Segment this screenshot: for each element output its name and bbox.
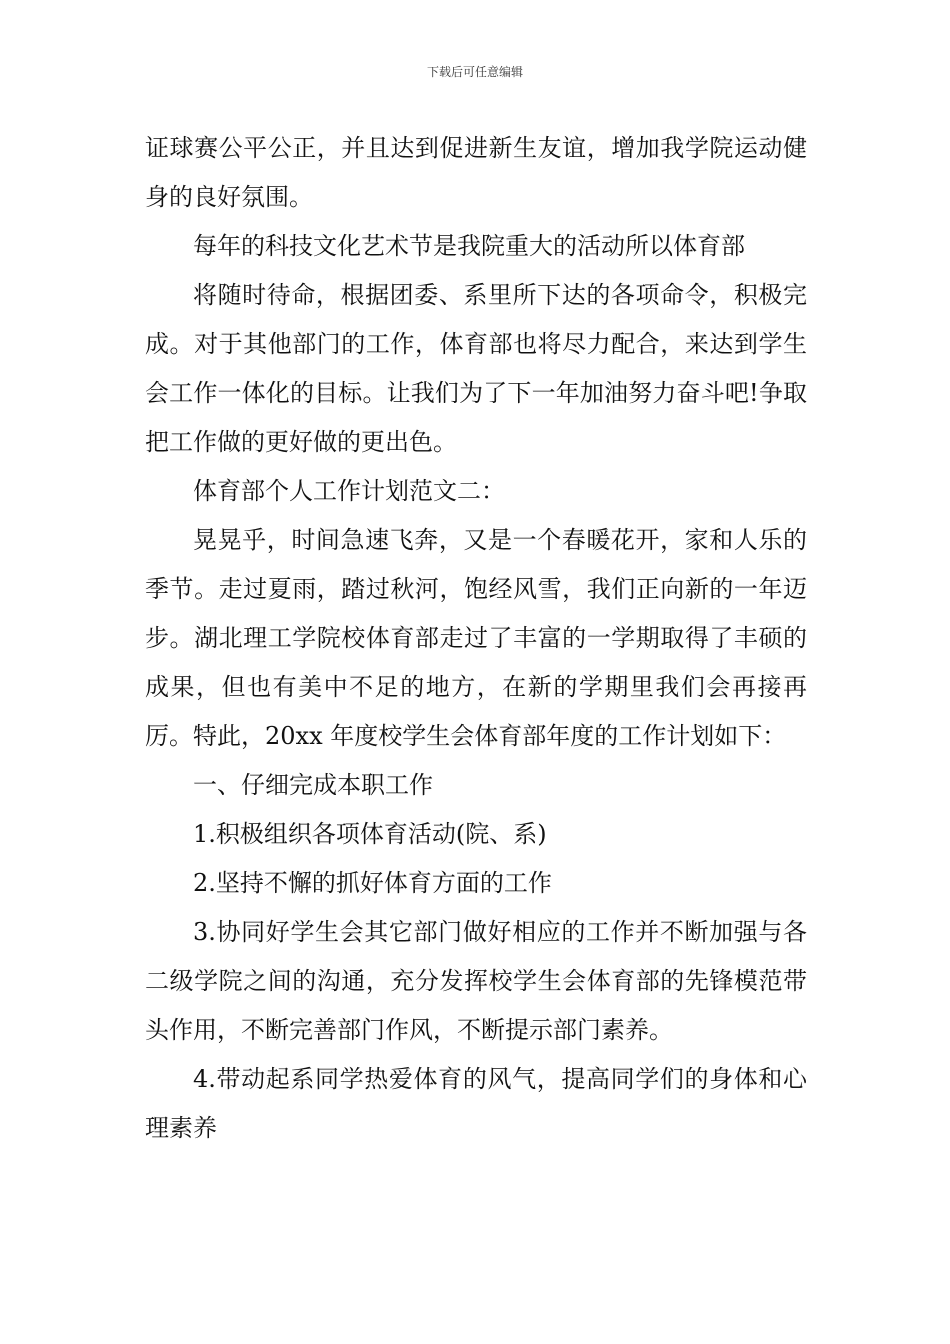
list-item-2: 2.坚持不懈的抓好体育方面的工作 (193, 869, 552, 897)
list-item-3: 3.协同好学生会其它部门做好相应的工作并不断加强与各二级学院之间的沟通，充分发挥校学生会体育部的先锋模范带头作用，不断完善部门作风，不断提示部门素养。 (145, 918, 807, 1044)
section-heading-1: 一、仔细完成本职工作 (193, 771, 433, 799)
list-item-4: 4.带动起系同学热爱体育的风气，提高同学们的身体和心理素养 (145, 1065, 807, 1142)
list-item-1: 1.积极组织各项体育活动(院、系) (193, 820, 547, 848)
page-header: 下载后可任意编辑 (426, 65, 523, 79)
paragraph-5: 晃晃乎，时间急速飞奔，又是一个春暖花开，家和人乐的季节。走过夏雨，踏过秋河，饱经风雪，我们正向新的一年迈步。湖北理工学院校体育部走过了丰富的一学期取得了丰硕的成果，但也有美中不足的地方，在新的学期里我们会再接再厉。特此，20xx 年度校学生会体育部年度的工作计划如下： (145, 526, 807, 750)
paragraph-2: 每年的科技文化艺术节是我院重大的活动所以体育部 (193, 232, 745, 260)
document-body (145, 124, 807, 1153)
paragraph-3: 将随时待命，根据团委、系里所下达的各项命令，积极完成。对于其他部门的工作，体育部也将尽力配合，来达到学生会工作一体化的目标。让我们为了下一年加油努力奋斗吧!争取把工作做的更好做的更出色。 (145, 281, 807, 456)
paragraph-4: 体育部个人工作计划范文二： (193, 477, 505, 505)
paragraph-1: 证球赛公平公正，并且达到促进新生友谊，增加我学院运动健身的良好氛围。 (145, 134, 807, 211)
